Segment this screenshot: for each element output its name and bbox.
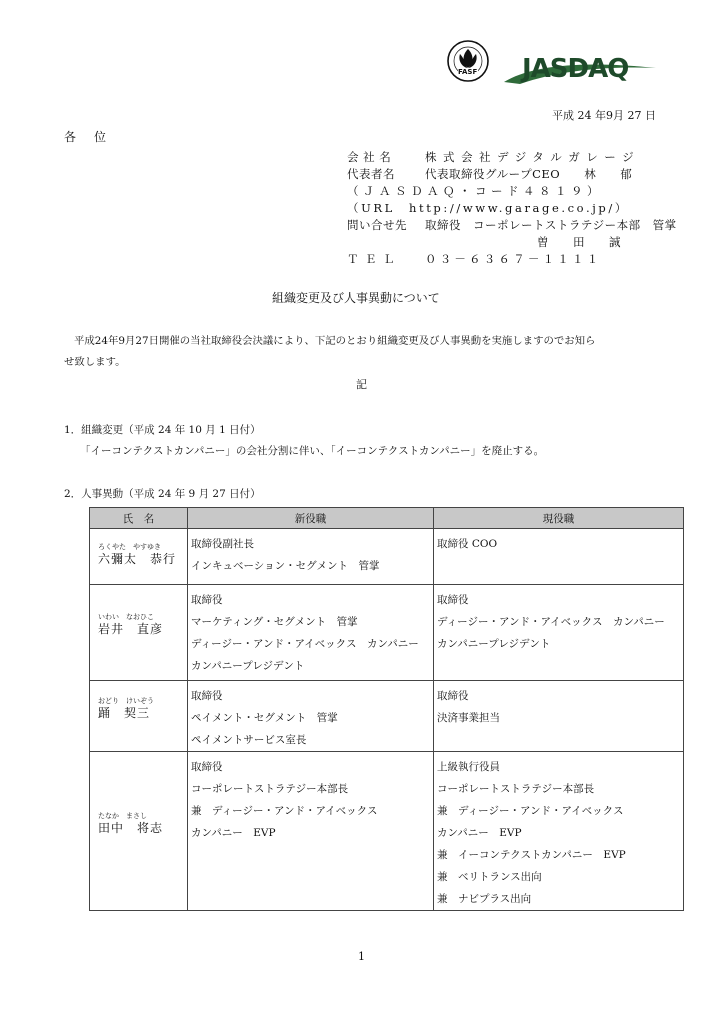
role-line: 兼 ナビプラス出向 — [437, 893, 532, 905]
table-row — [90, 585, 684, 681]
section1-heading: 1．組織変更（平成 24 年 10 月 1 日付） — [64, 424, 261, 436]
role-line: 兼 ベリトランス出向 — [437, 871, 542, 883]
company-row — [347, 150, 640, 164]
name-ruby: たなか まさし — [98, 812, 147, 820]
url-line: （URL http://www.garage.co.jp/） — [347, 201, 629, 215]
table-row — [90, 681, 684, 752]
name-ruby: おどり けいぞう — [98, 697, 154, 705]
role-line: 兼 ディージー・アンド・アイベックス — [437, 805, 624, 817]
intro-line-1: 平成24年9月27日開催の当社取締役会決議により、下記のとおり組織変更及び人事異動を実施しますのでお知ら — [74, 335, 596, 347]
page-title: 組織変更及び人事異動について — [272, 291, 440, 305]
name-cell — [90, 752, 188, 911]
representative-value: 代表取締役グループCEO 林 郁 — [425, 167, 633, 181]
table-header-row — [90, 508, 684, 529]
name-cell — [90, 585, 188, 681]
new-role-cell — [188, 529, 434, 585]
role-line: 上級執行役員 — [437, 761, 500, 773]
new-role-cell — [188, 681, 434, 752]
contact-label: 問い合せ先 — [347, 218, 407, 232]
fasf-logo — [447, 40, 489, 86]
role-line: カンパニープレジデント — [437, 638, 551, 650]
document-date: 平成 24 年9月 27 日 — [552, 109, 656, 122]
role-line: ペイメント・セグメント 管掌 — [191, 712, 338, 724]
role-line: 決済事業担当 — [437, 712, 500, 724]
ki-marker: 記 — [356, 378, 367, 391]
contact-row — [347, 218, 677, 232]
role-line: カンパニー EVP — [191, 827, 276, 839]
jasdaq-logo — [500, 52, 660, 88]
current-role-cell — [434, 529, 684, 585]
name-cell — [90, 529, 188, 585]
personnel-table — [89, 507, 684, 911]
role-line: 兼 ディージー・アンド・アイベックス — [191, 805, 378, 817]
contact-name: 曽 田 誠 — [537, 235, 621, 249]
person-name: 六彌太 恭行 — [98, 552, 177, 566]
role-line: ペイメントサービス室長 — [191, 734, 307, 746]
current-role-cell — [434, 681, 684, 752]
role-line: インキュベーション・セグメント 管掌 — [191, 560, 380, 572]
page-number: 1 — [358, 950, 365, 963]
role-line: 取締役 — [191, 594, 223, 606]
role-line: ディージー・アンド・アイベックス カンパニー — [437, 616, 665, 628]
company-label: 会 社 名 — [347, 150, 392, 164]
addressee: 各 位 — [64, 130, 110, 144]
contact-value: 取締役 コーポレートストラテジー本部 管掌 — [425, 218, 677, 232]
table-row — [90, 529, 684, 585]
name-ruby: ろくやた やすゆき — [98, 543, 161, 551]
role-line: 取締役副社長 — [191, 538, 254, 550]
header-current-role: 現役職 — [434, 508, 684, 529]
tel-row — [347, 252, 601, 266]
role-line: 取締役 — [437, 690, 469, 702]
role-line: コーポレートストラテジー本部長 — [437, 783, 595, 795]
tel-label: ＴＥＬ — [347, 252, 401, 266]
role-line: 取締役 — [191, 761, 223, 773]
role-line: コーポレートストラテジー本部長 — [191, 783, 349, 795]
header-new-role: 新役職 — [188, 508, 434, 529]
intro-line-2: せ致します。 — [64, 356, 126, 368]
jasdaq-text: JASDAQ — [522, 54, 629, 84]
person-name: 田中 将志 — [98, 821, 164, 835]
role-line: ディージー・アンド・アイベックス カンパニー — [191, 638, 419, 650]
current-role-cell — [434, 585, 684, 681]
role-line: 兼 イーコンテクストカンパニー EVP — [437, 849, 626, 861]
role-line: カンパニー EVP — [437, 827, 522, 839]
representative-row — [347, 167, 632, 181]
representative-label: 代表者名 — [347, 167, 395, 181]
role-line: カンパニープレジデント — [191, 660, 305, 672]
code-line: （ＪＡＳＤＡＱ・コード４８１９） — [347, 184, 603, 198]
table-row — [90, 752, 684, 911]
new-role-cell — [188, 752, 434, 911]
name-cell — [90, 681, 188, 752]
current-role-cell — [434, 752, 684, 911]
section1-body: 「イーコンテクストカンパニー」の会社分割に伴い、「イーコンテクストカンパニー」を廃止する。 — [80, 445, 545, 457]
person-name: 踊 契三 — [98, 706, 151, 720]
section2-heading: 2．人事異動（平成 24 年 9 月 27 日付） — [64, 488, 261, 500]
role-line: 取締役 — [191, 690, 223, 702]
tel-value: ０３－６３６７－１１１１ — [425, 252, 602, 266]
role-line: マーケティング・セグメント 管掌 — [191, 616, 358, 628]
company-value: 株式会社デジタルガレージ — [425, 150, 641, 164]
person-name: 岩井 直彦 — [98, 622, 164, 636]
role-line: 取締役 COO — [437, 538, 498, 550]
header-name: 氏 名 — [90, 508, 188, 529]
new-role-cell — [188, 585, 434, 681]
name-ruby: いわい なおひこ — [98, 613, 154, 621]
fasf-text: FASF — [458, 68, 478, 76]
role-line: 取締役 — [437, 594, 469, 606]
